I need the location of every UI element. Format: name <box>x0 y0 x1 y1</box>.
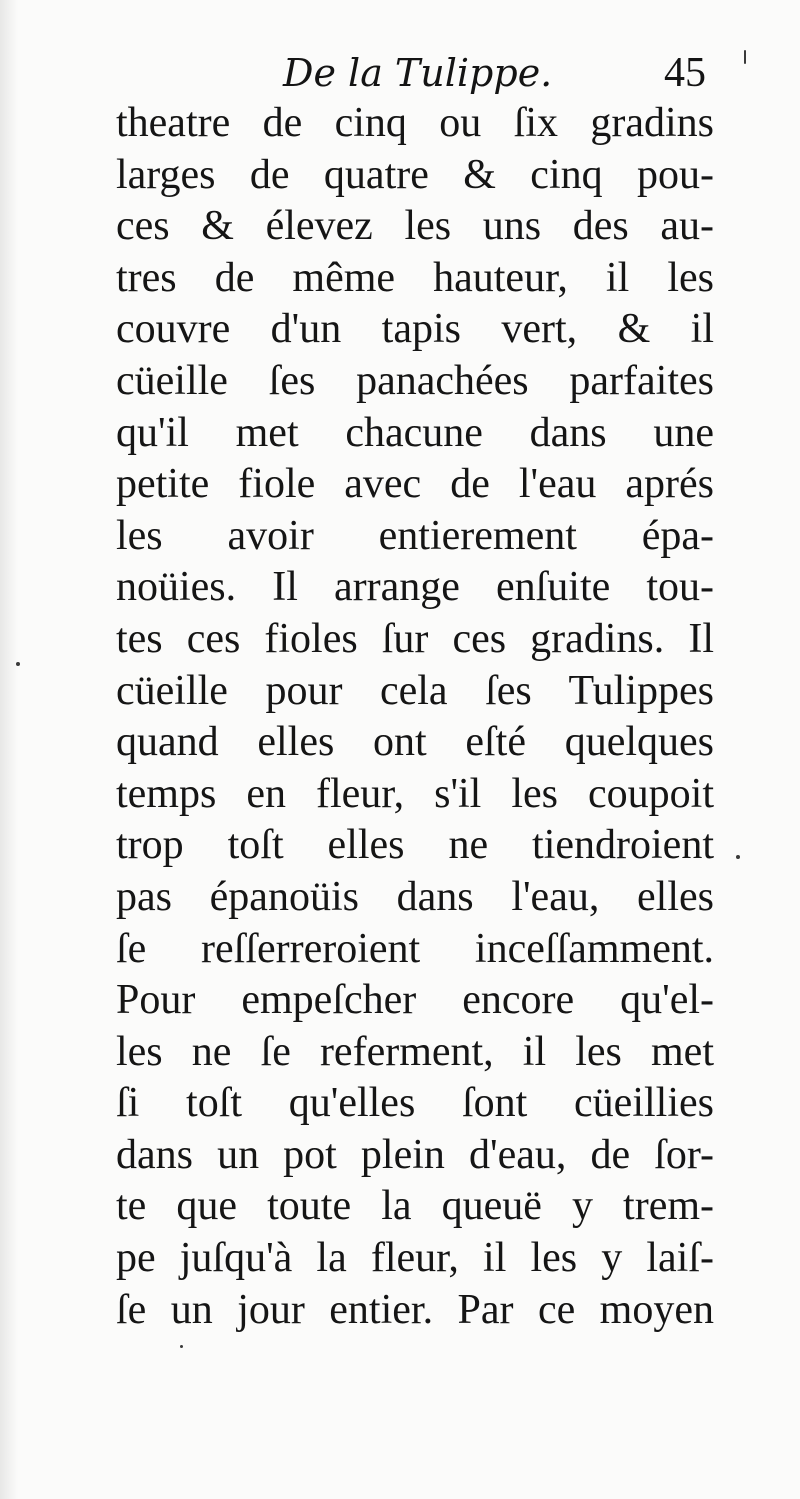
text-line: ſi toſt qu'elles ſont cüeillies <box>116 1080 714 1127</box>
text-line: noüies. Il arrange enſuite tou- <box>116 564 714 611</box>
page-number: 45 <box>664 50 706 96</box>
text-line: cüeille ſes panachées parfaites <box>116 357 714 404</box>
text-line: couvre d'un tapis vert, & il <box>116 306 714 353</box>
text-line: pe juſqu'à la fleur, il les y laiſ- <box>116 1235 714 1282</box>
text-line: ſe un jour entier. Par ce moyen <box>116 1286 714 1333</box>
text-line: tres de même hauteur, il les <box>116 254 714 301</box>
ink-speck <box>16 662 20 666</box>
text-line: trop toſt elles ne tiendroient <box>116 822 714 869</box>
ink-speck <box>736 855 740 859</box>
text-line: theatre de cinq ou ſix gradins <box>116 100 714 146</box>
text-line: petite fiole avec de l'eau aprés <box>116 461 714 508</box>
running-head-title: De la Tulippe. <box>283 51 553 95</box>
text-line: ſe reſſerreroient inceſſamment. <box>116 925 714 972</box>
text-line: quand elles ont eſté quelques <box>116 719 714 766</box>
ink-speck <box>744 50 746 64</box>
page-edge-shadow <box>0 0 18 1499</box>
text-line: tes ces fioles ſur ces gradins. Il <box>116 615 714 662</box>
ink-speck <box>180 1345 183 1348</box>
text-line: larges de quatre & cinq pou- <box>116 151 714 198</box>
text-line: te que toute la queuë y trem- <box>116 1183 714 1230</box>
text-line: Pour empeſcher encore qu'el- <box>116 977 714 1024</box>
text-line: les ne ſe referment, il les met <box>116 1028 714 1075</box>
running-head <box>0 42 800 104</box>
text-line: les avoir entierement épa- <box>116 512 714 559</box>
text-line: temps en fleur, s'il les coupoit <box>116 770 714 817</box>
text-line: ces & élevez les uns des au- <box>116 203 714 250</box>
text-line: qu'il met chacune dans une <box>116 409 714 456</box>
text-line: pas épanoüis dans l'eau, elles <box>116 873 714 920</box>
text-line: dans un pot plein d'eau, de ſor- <box>116 1131 714 1178</box>
text-line: cüeille pour cela ſes Tulippes <box>116 667 714 714</box>
body-text <box>116 98 714 1336</box>
